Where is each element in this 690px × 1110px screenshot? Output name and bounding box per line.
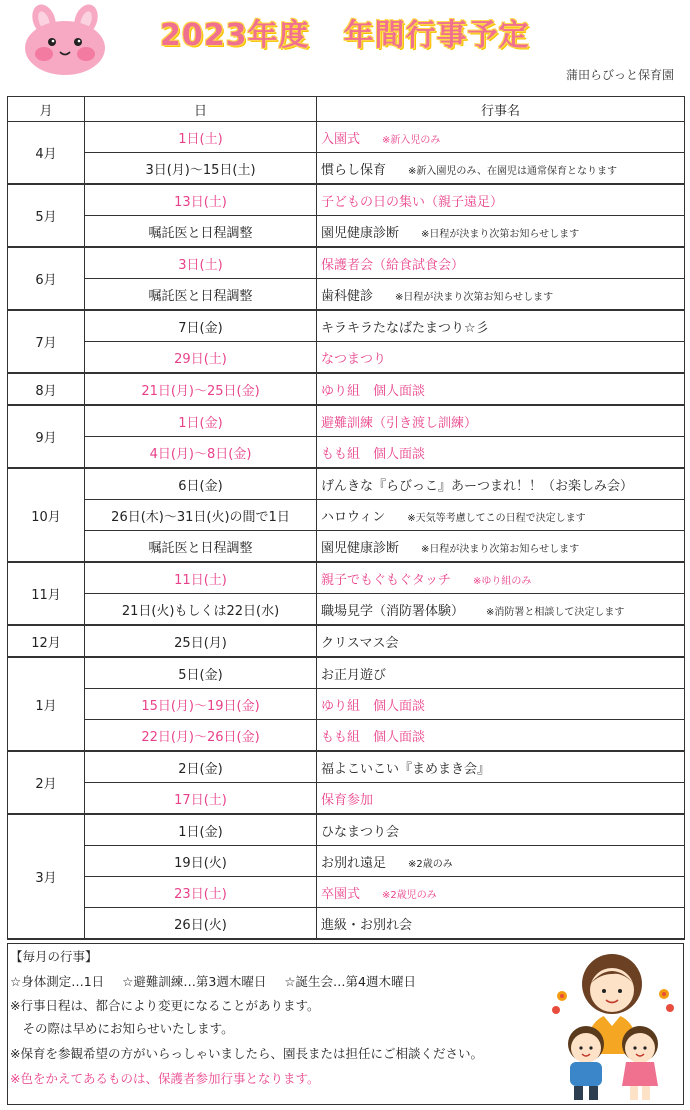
table-row — [8, 531, 685, 563]
table-row — [8, 657, 685, 689]
date-cell: 7日(金) — [85, 310, 317, 342]
event-cell — [317, 437, 685, 469]
table-row — [8, 184, 685, 216]
event-cell — [317, 153, 685, 185]
note-color-legend — [10, 1069, 319, 1087]
month-cell: 4月 — [8, 122, 85, 185]
event-note: ※日程が決まり次第お知らせします — [395, 291, 554, 303]
event-cell — [317, 216, 685, 248]
column-header-event: 行事名 — [317, 97, 685, 122]
event-name: 園児健康診断 — [321, 225, 400, 241]
month-cell: 9月 — [8, 405, 85, 468]
event-name: キラキラたなばたまつり☆彡 — [321, 320, 489, 336]
date-cell: 21日(火)もしくは22日(水) — [85, 594, 317, 626]
note-color-legend-text: ※色をかえてあるものは、保護者参加行事となります。 — [10, 1071, 320, 1086]
event-name: もも組 個人面談 — [321, 729, 426, 745]
event-cell — [317, 846, 685, 877]
date-cell: 22日(月)～26日(金) — [85, 720, 317, 752]
date-cell: 嘱託医と日程調整 — [85, 216, 317, 248]
schedule-body — [8, 122, 685, 940]
table-row — [8, 310, 685, 342]
event-cell — [317, 531, 685, 563]
date-cell: 29日(土) — [85, 342, 317, 374]
event-name: お正月遊び — [321, 667, 387, 683]
month-cell: 1月 — [8, 657, 85, 751]
date-cell: 17日(土) — [85, 783, 317, 815]
table-row — [8, 562, 685, 594]
event-cell — [317, 373, 685, 405]
date-cell: 21日(月)～25日(金) — [85, 373, 317, 405]
title-year: 2023年度 — [160, 18, 310, 53]
date-cell: 25日(月) — [85, 625, 317, 657]
event-name: 園児健康診断 — [321, 540, 400, 556]
event-cell — [317, 877, 685, 908]
table-row — [8, 373, 685, 405]
event-note: ※新入児のみ — [382, 134, 441, 146]
monthly-event-drill: ☆避難訓練…第3週木曜日 — [122, 974, 267, 989]
note-schedule-change: ※行事日程は、都合により変更になることがあります。 — [10, 998, 320, 1013]
month-cell: 6月 — [8, 247, 85, 310]
table-row — [8, 594, 685, 626]
rabbit-face-icon — [14, 4, 116, 76]
table-row — [8, 279, 685, 311]
event-name: お別れ遠足 — [321, 855, 387, 871]
event-name: 慣らし保育 — [321, 162, 387, 178]
date-cell: 5日(金) — [85, 657, 317, 689]
event-name: ハロウィン — [321, 509, 386, 525]
event-name: クリスマス会 — [321, 635, 399, 651]
table-row — [8, 783, 685, 815]
column-header-date: 日 — [85, 97, 317, 122]
event-cell — [317, 342, 685, 374]
table-row — [8, 908, 685, 940]
event-cell — [317, 562, 685, 594]
event-cell — [317, 500, 685, 531]
page-title — [160, 10, 530, 54]
month-cell: 7月 — [8, 310, 85, 373]
event-cell — [317, 625, 685, 657]
monthly-heading: 【毎月の行事】 — [10, 949, 98, 964]
monthly-event-birthday: ☆誕生会…第4週木曜日 — [284, 974, 417, 989]
teacher-and-children-illustration — [548, 944, 678, 1102]
organization-name: 蒲田らびっと保育園 — [565, 68, 674, 82]
date-cell: 1日(土) — [85, 122, 317, 153]
month-cell: 3月 — [8, 814, 85, 939]
table-row — [8, 689, 685, 720]
event-note: ※ゆり組のみ — [473, 575, 532, 587]
monthly-event-measurement: ☆身体測定…1日 — [10, 974, 105, 989]
date-cell: 1日(金) — [85, 814, 317, 846]
table-row — [8, 122, 685, 153]
table-row — [8, 846, 685, 877]
date-cell: 26日(木)～31日(火)の間で1日 — [85, 500, 317, 531]
table-row — [8, 216, 685, 248]
table-row — [8, 877, 685, 908]
month-cell: 8月 — [8, 373, 85, 405]
event-name: 親子でもぐもぐタッチ — [321, 572, 452, 588]
event-name: 進級・お別れ会 — [321, 917, 413, 933]
date-cell: 嘱託医と日程調整 — [85, 279, 317, 311]
date-cell: 4日(月)～8日(金) — [85, 437, 317, 469]
table-row — [8, 814, 685, 846]
month-cell: 12月 — [8, 625, 85, 657]
event-cell — [317, 720, 685, 752]
event-cell — [317, 814, 685, 846]
date-cell: 19日(火) — [85, 846, 317, 877]
table-row — [8, 720, 685, 752]
schedule-table — [7, 96, 685, 940]
event-cell — [317, 122, 685, 153]
event-cell — [317, 405, 685, 437]
event-name: もも組 個人面談 — [321, 446, 426, 462]
date-cell: 2日(金) — [85, 751, 317, 783]
note-observation: ※保育を参観希望の方がいらっしゃいましたら、園長または担任にご相談ください。 — [10, 1046, 483, 1061]
event-name: 避難訓練（引き渡し訓練） — [321, 415, 478, 431]
event-name: なつまつり — [321, 351, 387, 367]
event-note: ※日程が決まり次第お知らせします — [421, 228, 580, 240]
event-cell — [317, 184, 685, 216]
event-cell — [317, 310, 685, 342]
title-main: 年間行事予定 — [343, 18, 530, 53]
month-cell: 2月 — [8, 751, 85, 814]
event-note: ※消防署と相談して決定します — [486, 606, 625, 618]
date-cell: 1日(金) — [85, 405, 317, 437]
date-cell: 26日(火) — [85, 908, 317, 940]
event-name: 卒園式 — [321, 886, 361, 902]
header — [0, 0, 690, 95]
event-cell — [317, 657, 685, 689]
event-name: 保護者会（給食試食会） — [321, 257, 465, 273]
event-name: ゆり組 個人面談 — [321, 383, 426, 399]
table-row — [8, 247, 685, 279]
table-header-row — [8, 97, 685, 122]
month-cell: 10月 — [8, 468, 85, 562]
month-cell: 5月 — [8, 184, 85, 247]
event-name: げんきな『らびっこ』あーつまれ！！（お楽しみ会） — [321, 478, 634, 494]
event-note: ※日程が決まり次第お知らせします — [421, 543, 580, 555]
event-note: ※2歳児のみ — [382, 889, 437, 901]
note-notify: その際は早めにお知らせいたします。 — [10, 1021, 234, 1036]
table-row — [8, 342, 685, 374]
monthly-events-box — [7, 943, 684, 1105]
table-row — [8, 153, 685, 185]
event-name: 保育参加 — [321, 792, 374, 808]
event-cell — [317, 247, 685, 279]
date-cell: 3日(土) — [85, 247, 317, 279]
table-row — [8, 468, 685, 500]
table-row — [8, 751, 685, 783]
event-name: ひなまつり会 — [321, 824, 400, 840]
event-note: ※新入園児のみ、在園児は通常保育となります — [408, 165, 617, 177]
event-name: ゆり組 個人面談 — [321, 698, 426, 714]
event-cell — [317, 594, 685, 626]
event-name: 職場見学（消防署体験） — [321, 603, 465, 619]
event-name: 入園式 — [321, 131, 361, 147]
date-cell: 6日(金) — [85, 468, 317, 500]
column-header-month: 月 — [8, 97, 85, 122]
date-cell: 11日(土) — [85, 562, 317, 594]
event-cell — [317, 689, 685, 720]
event-note: ※2歳のみ — [408, 858, 453, 870]
table-row — [8, 625, 685, 657]
month-cell: 11月 — [8, 562, 85, 625]
event-note: ※天気等考慮してこの日程で決定します — [407, 512, 586, 524]
date-cell: 13日(土) — [85, 184, 317, 216]
date-cell: 23日(土) — [85, 877, 317, 908]
event-name: 福よこいこい『まめまき会』 — [321, 761, 491, 777]
event-cell — [317, 468, 685, 500]
event-cell — [317, 908, 685, 940]
date-cell: 嘱託医と日程調整 — [85, 531, 317, 563]
event-cell — [317, 279, 685, 311]
event-name: 歯科健診 — [321, 288, 374, 304]
event-cell — [317, 751, 685, 783]
event-name: 子どもの日の集い（親子遠足） — [321, 194, 504, 210]
event-cell — [317, 783, 685, 815]
table-row — [8, 500, 685, 531]
monthly-events-line — [10, 972, 416, 990]
table-row — [8, 405, 685, 437]
date-cell: 15日(月)～19日(金) — [85, 689, 317, 720]
table-row — [8, 437, 685, 469]
date-cell: 3日(月)～15日(土) — [85, 153, 317, 185]
